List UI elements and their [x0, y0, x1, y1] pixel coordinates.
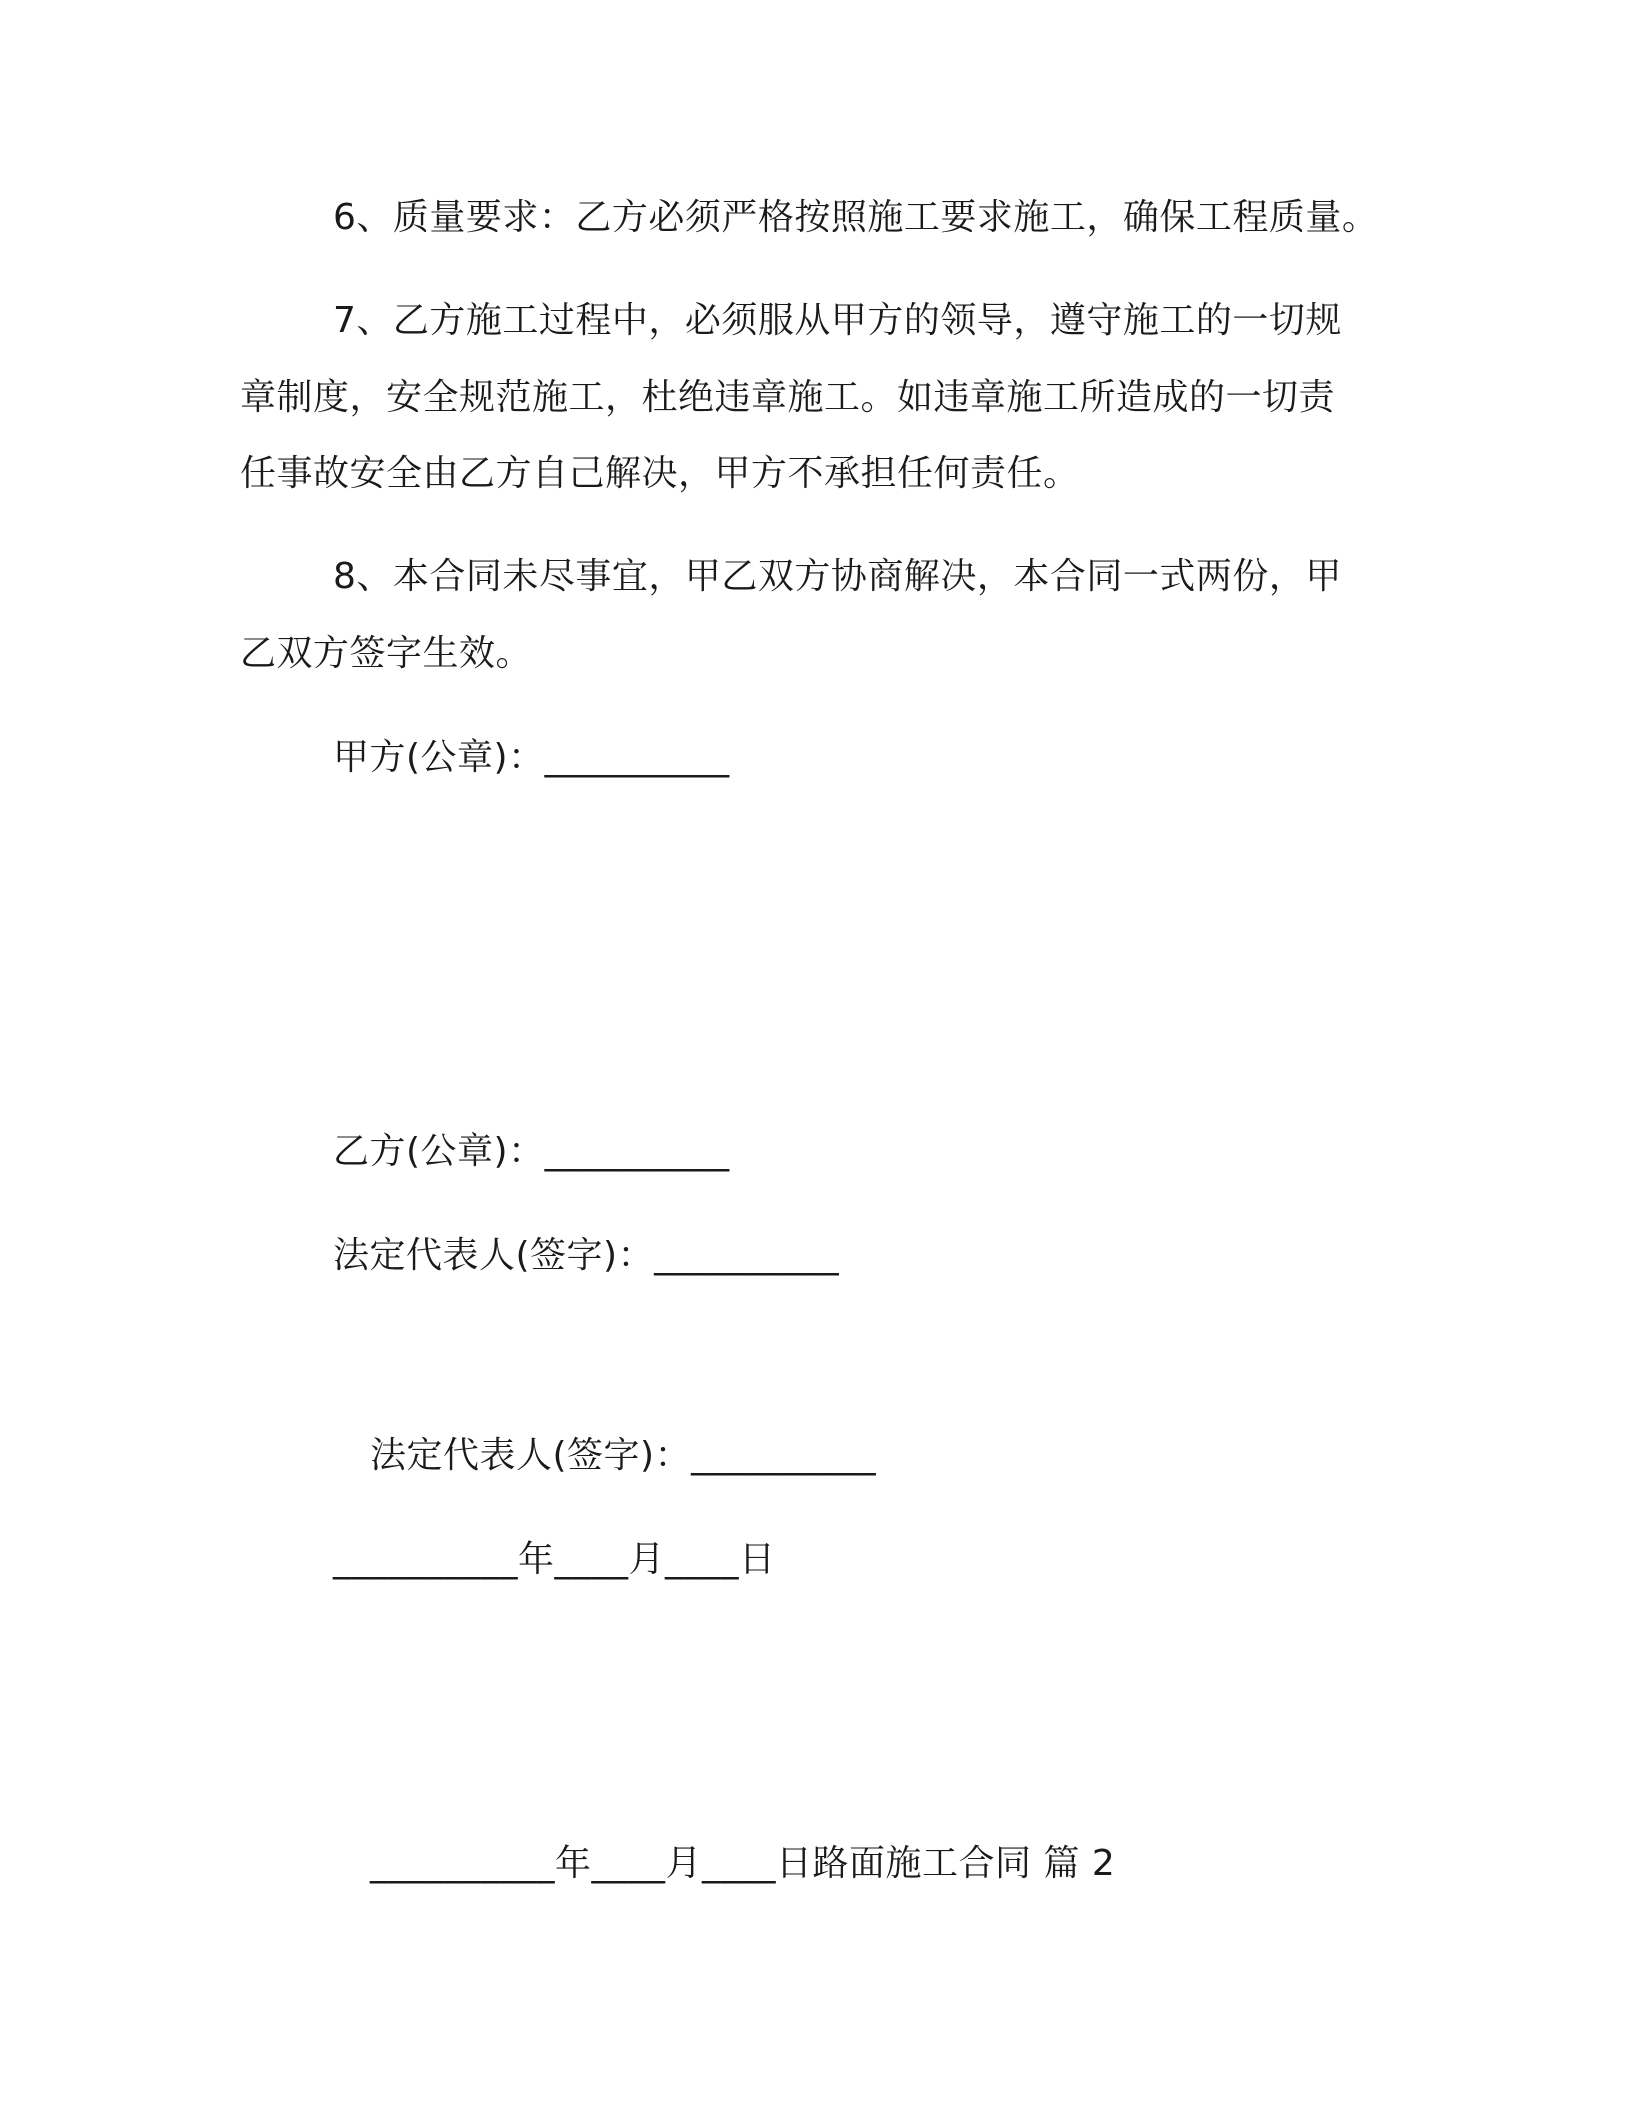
clause-8-line-2: 乙双方签字生效。 [240, 633, 533, 674]
party-b-seal-line: 乙方(公章)：__________ [333, 1131, 730, 1172]
clause-8-line-1: 8、本合同未尽事宜，甲乙双方协商解决，本合同一式两份，甲 [333, 556, 1342, 597]
next-section-title: __________年____月____日路面施工合同 篇 2 [370, 1843, 1116, 1884]
party-a-seal-line: 甲方(公章)：__________ [333, 737, 730, 778]
clause-7-line-1: 7、乙方施工过程中，必须服从甲方的领导，遵守施工的一切规 [333, 300, 1342, 341]
clause-7-line-3: 任事故安全由乙方自己解决，甲方不承担任何责任。 [240, 453, 1080, 494]
legal-rep-signature-line-2: 法定代表人(签字)：__________ [370, 1435, 877, 1476]
date-line: __________年____月____日 [333, 1539, 776, 1580]
legal-rep-signature-line-1: 法定代表人(签字)：__________ [333, 1235, 840, 1276]
clause-7-line-2: 章制度，安全规范施工，杜绝违章施工。如违章施工所造成的一切责 [240, 377, 1336, 418]
clause-6-line-1: 6、质量要求：乙方必须严格按照施工要求施工，确保工程质量。 [333, 197, 1379, 238]
